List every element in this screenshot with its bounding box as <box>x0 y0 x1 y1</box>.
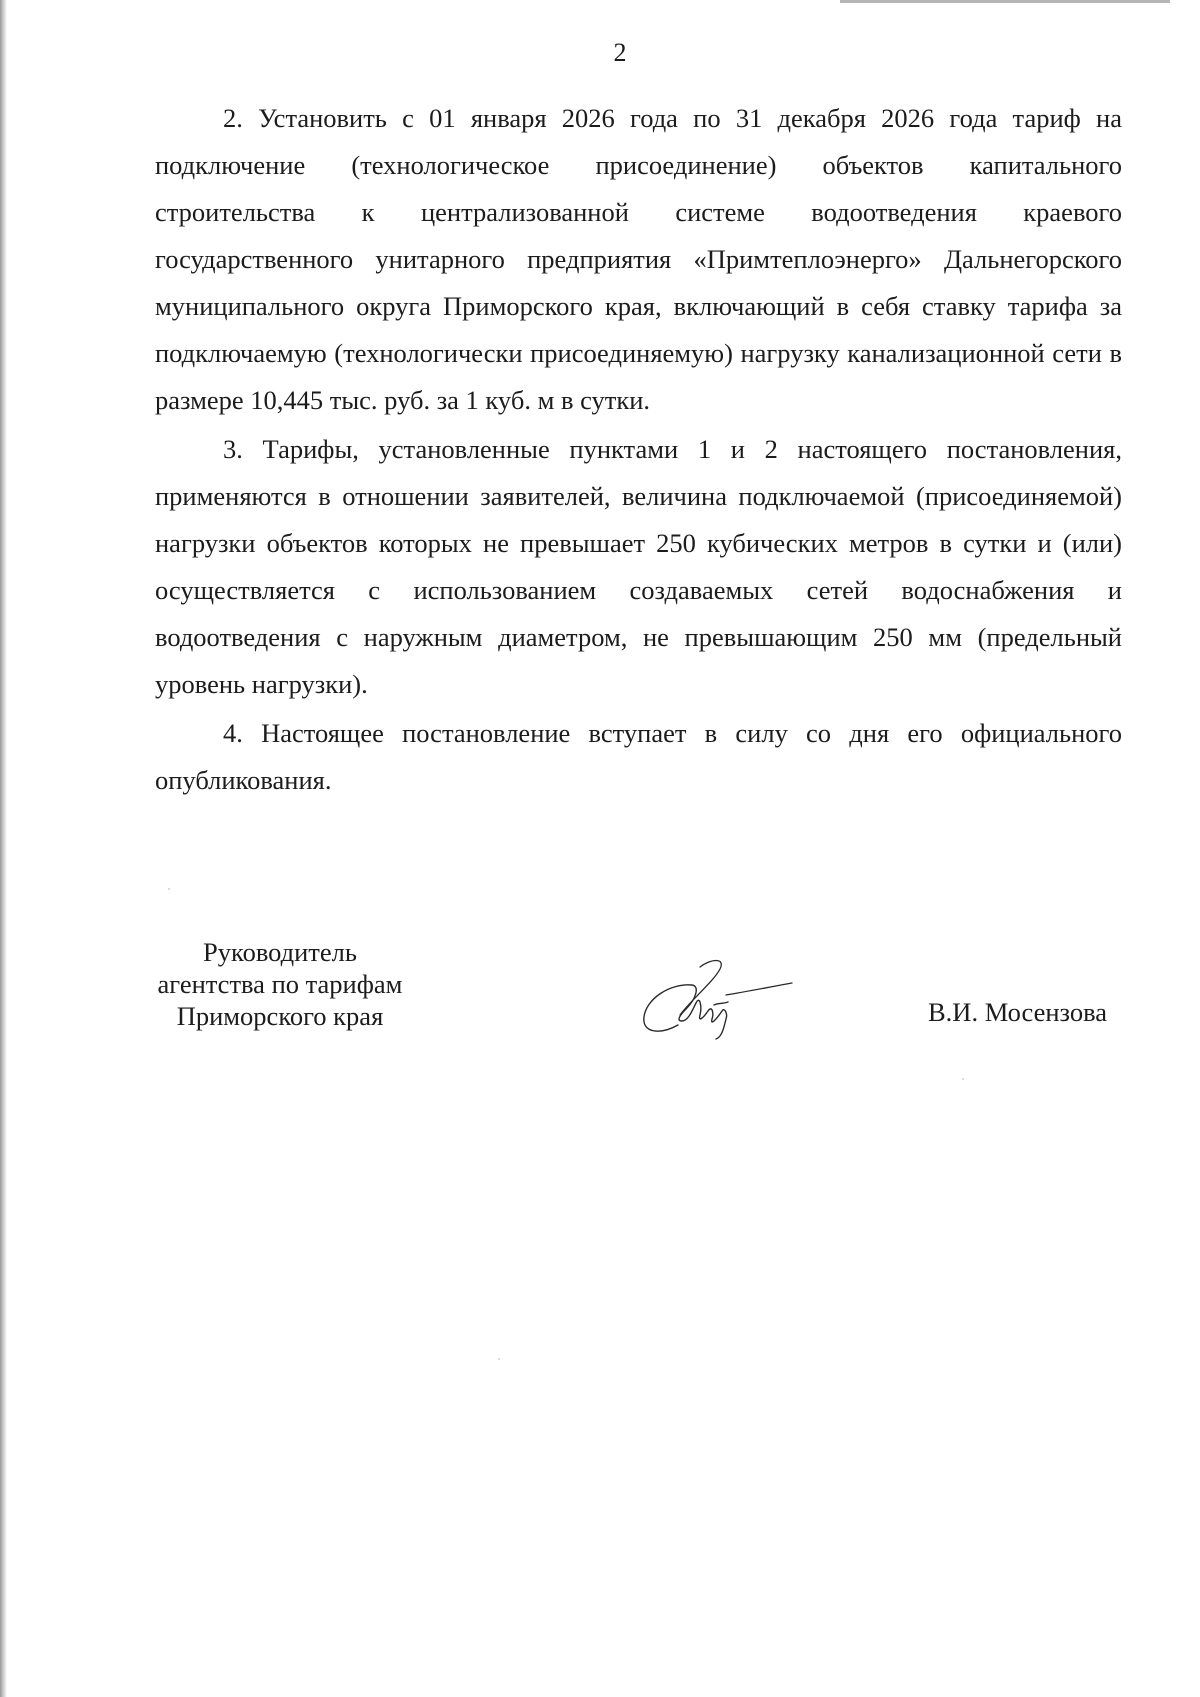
signatory-position-line: Приморского края <box>176 1001 384 1031</box>
handwritten-signature <box>630 955 800 1045</box>
signatory-name: В.И. Мосензова <box>928 997 1108 1027</box>
paragraph-4: 4. Настоящее постановление вступает в силу со дня его официального опубликования. <box>155 718 1122 795</box>
scan-top-edge <box>840 0 1170 3</box>
scan-speck <box>168 888 170 890</box>
signatory-position-line: Руководитель <box>203 937 357 967</box>
paragraph-3: 3. Тарифы, установленные пунктами 1 и 2 настоящего постановления, применяются в отношении заявителей, величина подключаемой (присоединяемой) нагрузки объектов которых не превышает 250 кубических метров в сутки и (или) осуществляется с использованием создаваемых сетей водоснабжения и водоотведения с наружным диаметром, не превышающим 250 мм (предельный уровень нагрузки). <box>155 434 1122 699</box>
signatory-position-line: агентства по тарифам <box>157 969 403 999</box>
signatory-position <box>135 936 425 1032</box>
page-number: 2 <box>613 38 627 67</box>
scan-left-edge <box>0 0 7 1697</box>
document-body <box>155 95 1122 806</box>
paragraph-2: 2. Установить с 01 января 2026 года по 31 декабря 2026 года тариф на подключение (технологическое присоединение) объектов капитального строительства к централизованной системе водоотведения краевого государственного унитарного предприятия «Примтеплоэнерго» Дальнегорского муниципального округа Приморского края, включающий в себя ставку тарифа за подключаемую (технологически присоединяемую) нагрузку канализационной сети в размере 10,445 тыс. руб. за 1 куб. м в сутки. <box>155 103 1122 415</box>
scan-speck <box>498 1358 500 1360</box>
scan-speck <box>962 1078 964 1080</box>
